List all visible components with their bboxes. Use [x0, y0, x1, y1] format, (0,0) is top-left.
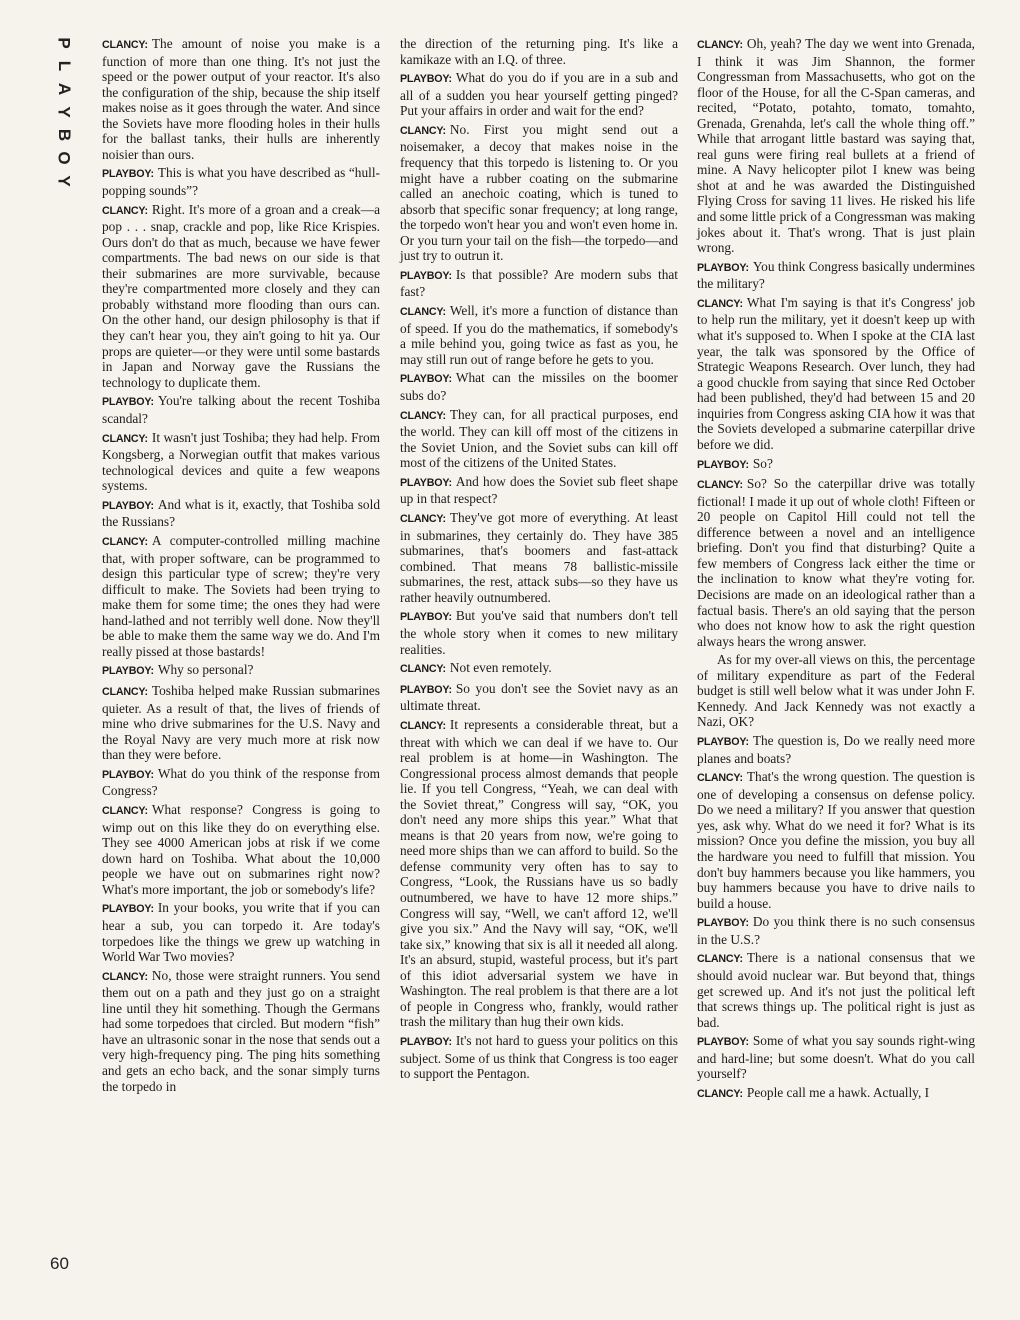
speaker-label: PLAYBOY: — [102, 665, 154, 678]
paragraph-text: People call me a hawk. Actually, I — [746, 1085, 930, 1101]
speaker-label: PLAYBOY: — [697, 261, 749, 274]
brand-letter: L — [54, 60, 74, 72]
speaker-label: PLAYBOY: — [697, 917, 749, 930]
paragraph-text: In your books, you write that if you can hear a sub, you can torpedo it. Are today's torpedoes like the things we grew up watching in World War Two movies? — [102, 900, 380, 965]
interview-paragraph — [400, 70, 678, 119]
interview-paragraph — [400, 36, 678, 67]
paragraph-text: Some of what you say sounds right-wing and hard-line; but some doesn't. What do you call yourself? — [697, 1033, 975, 1082]
interview-paragraph — [102, 662, 380, 680]
paragraph-text: So? — [752, 455, 773, 471]
interview-paragraph — [102, 36, 380, 162]
paragraph-text: It's not hard to guess your politics on this subject. Some of us think that Congress is too eager to support the Pentagon. — [400, 1033, 678, 1082]
speaker-label: PLAYBOY: — [697, 1036, 749, 1049]
interview-paragraph — [102, 430, 380, 494]
paragraph-text: That's the wrong question. The question is one of developing a consensus on defense policy. Do we need a military? If you answer that question yes, ask why. What do we need it for? What is its mission? Once you define the mission, you buy all the hardware you need to fulfill that mission. You don't buy hammers because you like hammers, you buy hammers because you have to drive nails to build a house. — [697, 769, 975, 911]
brand-letter: Y — [55, 175, 74, 187]
speaker-label: CLANCY: — [102, 432, 148, 445]
paragraph-text: You think Congress basically undermines the military? — [697, 258, 975, 292]
interview-paragraph — [400, 717, 678, 1030]
interview-paragraph — [697, 914, 975, 947]
speaker-label: CLANCY: — [697, 479, 743, 492]
brand-letter: P — [55, 37, 74, 49]
paragraph-text: They can, for all practical purposes, end the world. They can kill off most of the citizens in the Soviet Union, and the Soviet subs can kill off most of the citizens of the United States. — [400, 406, 678, 471]
paragraph-text: Well, it's more a function of distance than of speed. If you do the mathematics, if somebody's a mile behind you, going twice as fast as you, he may still run out of range before he gets to you. — [400, 303, 678, 367]
paragraph-text: But you've said that numbers don't tell the whole story when it comes to new military realities. — [400, 608, 678, 657]
paragraph-text: Why so personal? — [157, 662, 254, 678]
brand-letter: O — [54, 151, 74, 165]
speaker-label: PLAYBOY: — [400, 373, 452, 386]
speaker-label: CLANCY: — [400, 663, 446, 676]
interview-paragraph — [697, 295, 975, 452]
paragraph-text: The amount of noise you make is a function of more than one thing. It's not just the speed or the power output of your reactor. It's also the configuration of the ship, because the ship itself makes noise as it goes through the water. And since the Soviets have more flooding holes in their hulls for the ballast tanks, their hulls are inherently noisier than ours. — [102, 36, 380, 162]
paragraph-text: It wasn't just Toshiba; they had help. From Kongsberg, a Norwegian outfit that makes various technological devices and quite a few weapons systems. — [102, 429, 380, 494]
paragraph-text: What do you do if you are in a sub and all of a sudden you hear yourself getting pinged? Put your affairs in order and wait for the end? — [400, 70, 678, 119]
speaker-label: CLANCY: — [400, 720, 446, 732]
interview-paragraph — [697, 456, 975, 474]
interview-paragraph — [697, 950, 975, 1030]
paragraph-text: And what is it, exactly, that Toshiba sold the Russians? — [102, 496, 380, 530]
speaker-label: PLAYBOY: — [400, 73, 452, 86]
interview-paragraph — [697, 259, 975, 292]
speaker-label: CLANCY: — [697, 953, 743, 966]
speaker-label: CLANCY: — [102, 204, 148, 217]
paragraph-text: You're talking about the recent Toshiba scandal? — [102, 393, 380, 426]
paragraph-text: Not even remotely. — [449, 660, 552, 676]
text-column-right — [697, 36, 975, 1106]
paragraph-text: They've got more of everything. At least in submarines, they certainly do. They have 385 submarines, that's boomers and fast-attack combined. That means 78 ballistic-missile submarines, the rest, attack subs—so they have us rather heavily outnumbered. — [400, 510, 678, 605]
speaker-label: PLAYBOY: — [400, 683, 452, 696]
paragraph-text: What I'm saying is that it's Congress' job to help run the military, yet it doesn't keep up with what it's supposed to. When I spoke at the CIA last year, the talk was sponsored by the Office of Strategic Weapons Research. Over lunch, they had a good chuckle from saying that since Red October had been published, they'd had between 15 and 20 inquiries from Congress asking CIA how it was that the Soviets developed a submarine caterpillar drive before we did. — [697, 294, 975, 452]
paragraph-text: So? So the caterpillar drive was totally fictional! I made it up out of whole cloth! Fifteen or 20 people on Capitol Hill could not tell the difference between a novel and an intelligence briefing. Don't you find that disturbing? Quite a few members of Congress lack either the time or the inclination to know what they're voting for. Decisions are made on an ideological rather than a factual basis. There's an old saying that the person who does not know how to ask the right question always hears the wrong answer. — [697, 476, 975, 649]
brand-letter: B — [55, 128, 74, 142]
paragraph-text: A computer-controlled milling machine that, with proper software, can be programmed to design this particular type of screw; they're very difficult to make. The Soviets had been trying to make them for some time; the ones they had were hand-lathed and not terribly well done. Now they'll be able to make them the same way we do. And I'm really pissed at those bastards! — [102, 532, 380, 659]
speaker-label: PLAYBOY: — [102, 396, 154, 409]
interview-paragraph — [400, 608, 678, 657]
interview-paragraph — [697, 1085, 975, 1103]
speaker-label: CLANCY: — [697, 1088, 743, 1101]
interview-paragraph — [697, 769, 975, 911]
paragraph-text: So you don't see the Soviet navy as an ultimate threat. — [400, 680, 678, 714]
speaker-label: CLANCY: — [102, 686, 148, 699]
magazine-sidebar — [52, 34, 76, 195]
interview-paragraph — [102, 802, 380, 897]
speaker-label: CLANCY: — [400, 306, 446, 319]
paragraph-text: No. First you might send out a noisemaker, a decoy that makes noise in the frequency that this torpedo is listening to. Or you might have a rubber coating on the submarine called an anechoic coating, which is tuned to absorb that specific sonar frequency; at long range, the torpedo won't hear you and won't even home in. Or you turn your tail on the fish—the torpedo—and just try to outrun it. — [400, 121, 678, 264]
interview-paragraph — [102, 165, 380, 198]
interview-paragraph — [102, 900, 380, 964]
speaker-label: CLANCY: — [400, 124, 446, 137]
speaker-label: CLANCY: — [102, 39, 148, 51]
interview-paragraph — [102, 533, 380, 659]
interview-paragraph — [697, 476, 975, 649]
paragraph-text: the direction of the returning ping. It's like a kamikaze with an I.Q. of three. — [400, 36, 678, 67]
interview-paragraph — [400, 660, 678, 678]
speaker-label: CLANCY: — [102, 535, 148, 548]
speaker-label: CLANCY: — [400, 409, 446, 422]
paragraph-text: The question is, Do we really need more planes and boats? — [697, 733, 975, 766]
paragraph-text: What response? Congress is going to wimp out on this like they do on everything else. They see 4000 American jobs at risk if we come down hard on Toshiba. What about the 10,000 people we have out on submarines right now? What's more important, the job or somebody's life? — [102, 802, 380, 897]
interview-paragraph — [400, 1033, 678, 1082]
speaker-label: CLANCY: — [697, 39, 743, 51]
paragraph-text: Toshiba helped make Russian submarines quieter. As a result of that, the lives of friends of mine who drive submarines for the U.S. Navy and the Royal Navy are very much more at risk now than they were before. — [102, 683, 380, 763]
speaker-label: PLAYBOY: — [102, 499, 154, 512]
brand-letter: A — [55, 82, 74, 96]
interview-paragraph — [697, 1033, 975, 1082]
paragraph-text: And how does the Soviet sub fleet shape up in that respect? — [400, 473, 678, 507]
interview-paragraph — [102, 393, 380, 426]
speaker-label: CLANCY: — [102, 805, 148, 818]
speaker-label: PLAYBOY: — [697, 736, 749, 749]
page-number: 60 — [50, 1254, 69, 1273]
speaker-label: PLAYBOY: — [697, 458, 749, 471]
interview-paragraph — [400, 681, 678, 714]
speaker-label: PLAYBOY: — [400, 476, 452, 489]
interview-paragraph — [697, 652, 975, 730]
speaker-label: CLANCY: — [697, 297, 743, 310]
paragraph-text: What do you think of the response from Congress? — [102, 765, 380, 799]
interview-paragraph — [102, 766, 380, 799]
interview-paragraph — [400, 407, 678, 471]
paragraph-text: As for my over-all views on this, the percentage of military expenditure as part of the Federal budget is still well below what it was under John F. Kennedy. And Jack Kennedy was not exactly a Nazi, OK? — [697, 652, 975, 730]
interview-paragraph — [697, 733, 975, 766]
speaker-label: PLAYBOY: — [102, 903, 154, 916]
paragraph-text: No, those were straight runners. You send them out on a path and they just go on a straight line until they hit something. Though the Germans had some torpedoes that circled. But modern “fish” have an ultrasonic sonar in the nose that sends out a very high-frequency ping. The ping hits something and gets an echo back, and the sonar simply turns the torpedo in — [102, 967, 380, 1094]
interview-paragraph — [102, 968, 380, 1094]
interview-paragraph — [697, 36, 975, 256]
speaker-label: CLANCY: — [102, 970, 148, 983]
interview-paragraph — [102, 202, 380, 391]
speaker-label: PLAYBOY: — [400, 1036, 452, 1049]
paragraph-text: Right. It's more of a groan and a creak—a pop . . . snap, crackle and pop, like Rice Krispies. Ours don't do that as much, because we have fewer compartments. The bad news on our side is that their submarines are more survivable, because they're compartmented more closely and they can probably withstand more flooding than ours can. On the other hand, our design philosophy is that if they can't hear you, they ain't going to hit ya. Our props are quieter—or they were until some bastards in Japan and Norway gave the Russians the technology to duplicate them. — [102, 201, 380, 390]
speaker-label: PLAYBOY: — [400, 269, 452, 282]
speaker-label: PLAYBOY: — [102, 168, 154, 181]
speaker-label: PLAYBOY: — [102, 768, 154, 781]
text-column-left — [102, 36, 380, 1097]
paragraph-text: What can the missiles on the boomer subs do? — [400, 370, 678, 403]
interview-paragraph — [400, 474, 678, 507]
interview-paragraph — [400, 122, 678, 264]
speaker-label: CLANCY: — [400, 513, 446, 526]
speaker-label: PLAYBOY: — [400, 611, 452, 624]
paragraph-text: It represents a considerable threat, but a threat with which we can deal if we have to. Our real problem is at home—in Washington. The Congressional process almost demands that people lie. If you tell Congress, “Yeah, we can deal with the Soviet threat,” Congress will say, “OK, you don't need any more ships this year.” What that means is that 20 years from now, we're going to need more ships than we can afford to build. So the defense community very often has to say to Congress, “Look, the Russians have us so badly outnumbered, we have to have 12 more ships.” Congress will say, “Well, we can't afford 12, we'll give you six.” And the Navy will say, “OK, we'll take six,” knowing that six is all it needed all along. It's an absurd, stupid, wasteful process, but it's part of this idiot adversarial system we have in Washington. The real problem is that there are a lot of people in Congress who, frankly, would rather trash the military than hug their own kids. — [400, 717, 678, 1030]
interview-paragraph — [400, 370, 678, 403]
interview-paragraph — [400, 510, 678, 605]
paragraph-text: Is that possible? Are modern subs that fast? — [400, 266, 678, 300]
text-column-middle — [400, 36, 678, 1085]
paragraph-text: There is a national consensus that we should avoid nuclear war. But beyond that, things get screwed up. And it's not just the political left that screws things up. The political right is just as bad. — [697, 950, 975, 1030]
paragraph-text: This is what you have described as “hull-popping sounds”? — [102, 165, 380, 199]
interview-paragraph — [400, 303, 678, 367]
paragraph-text: Oh, yeah? The day we went into Grenada, I think it was Jim Shannon, the former Congressman from Massachusetts, who got on the floor of the House, for all the C-Span cameras, and recited, “Potato, potahto, tomato, tomahto, Grenada, Grenahda, let's call the whole thing off.” While that arrogant little bastard was saying that, real guns were firing real bullets at a friend of mine. A Navy helicopter pilot I knew was being shot at and he was awarded the Distinguished Flying Cross for saving 11 lives. He risked his life and some little prick of a Congressman was making jokes about it. That's wrong. That is just plain wrong. — [697, 36, 975, 256]
brand-letter: Y — [55, 106, 74, 118]
interview-paragraph — [102, 497, 380, 530]
interview-paragraph — [400, 267, 678, 300]
interview-paragraph — [102, 683, 380, 763]
speaker-label: CLANCY: — [697, 772, 743, 785]
paragraph-text: Do you think there is no such consensus in the U.S.? — [697, 914, 975, 947]
